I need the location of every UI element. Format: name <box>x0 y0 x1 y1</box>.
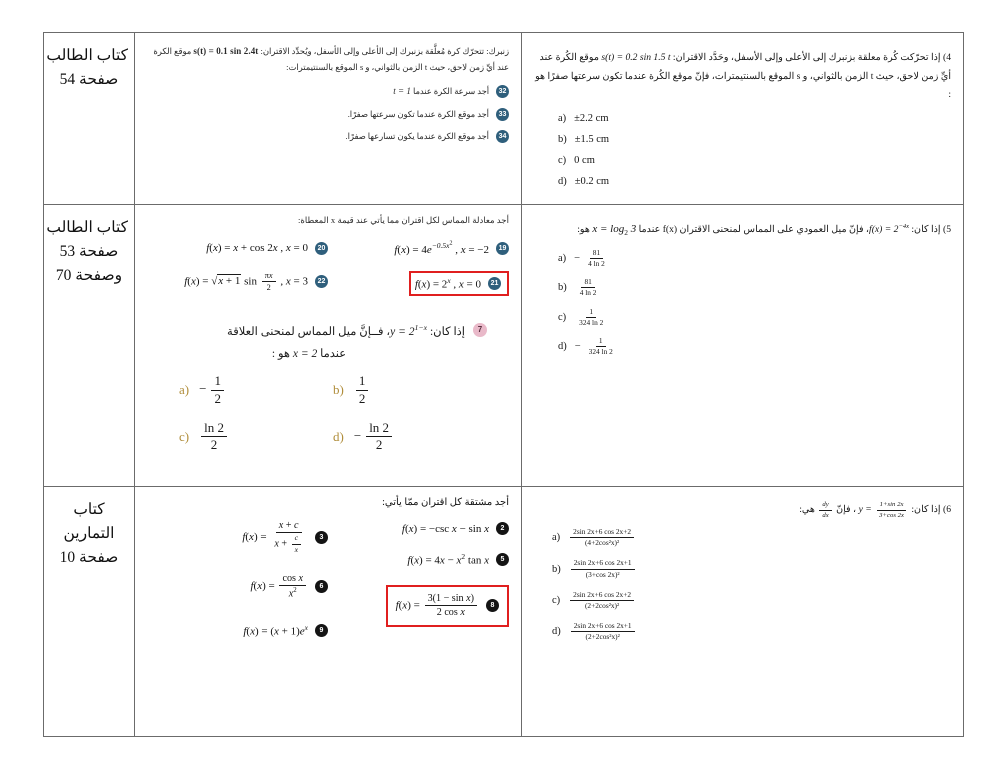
row1-label-line1: كتاب الطالب <box>46 47 128 64</box>
option-a[interactable] <box>534 249 951 268</box>
question-stem-pre: إذا تحرّكت كُرة معلقة بزنبرك إلى الأعلى وإلى الأسفل، وحَدَّد الاقتران: <box>672 52 941 63</box>
problem-7 <box>157 323 487 467</box>
row3-heading: أجد مشتقة كل اقتران ممّا يأتي: <box>382 497 509 508</box>
option-label: a) <box>179 382 190 398</box>
exercise-column-right <box>328 240 509 307</box>
exercise-item-9 <box>147 622 328 639</box>
problem-7-condition: x = 2 <box>292 348 318 361</box>
option-d[interactable] <box>534 337 951 356</box>
row2-question-cell <box>522 205 964 487</box>
option-label: b) <box>558 134 567 146</box>
exercise-math: t = 1 <box>393 86 411 97</box>
question-6-options <box>534 528 951 642</box>
option-label: b) <box>558 282 567 294</box>
exercise-formula: $f(x) = (x + 1)e^x$ <box>243 622 308 638</box>
exercise-column-right <box>328 520 509 653</box>
exercise-formula: f(x) = √x + 1 sin $\frac{\pi x}{2}$ , x = 3 <box>184 270 308 293</box>
option-label: d) <box>558 341 567 353</box>
option-value: − $\frac{1}{324 \ln 2}$ <box>574 336 613 357</box>
question-stem-post: موقع الكُرة عند أيِّ زمن لاحق، حيث t الزمن بالثواني، و s الموقع بالسنتيمترات، فإنّ موقع الكُرة عندما تكون سرعتها صفرًا هو : <box>535 52 951 101</box>
option-label: b) <box>552 563 561 575</box>
option-value: − $\frac{\ln 2}{2}$ <box>354 421 394 453</box>
option-label: d) <box>558 176 567 188</box>
option-value <box>569 622 637 641</box>
option-a[interactable] <box>534 113 951 124</box>
row1-intro-text: زنبرك: تتحرّك كرة مُعلَّقة بزنبرك إلى الأعلى وإلى الأسفل، ويُحدِّد الاقتران: s(t) = 0.1 sin 2.4t موقع الكرة عند أيِّ زمن لاحق، حيث t الزمن بالثواني، و s الموقع بالسنتيمترات: <box>147 43 509 75</box>
option-value: − $\frac{1}{2}$ <box>199 374 226 406</box>
question-formula-1: $f(x) = 2^{-4x}$ <box>869 222 909 235</box>
row3-source-label-cell <box>44 487 135 737</box>
row1-question-cell <box>522 33 964 205</box>
option-value: $\frac{81}{4 \ln 2}$ <box>579 277 597 298</box>
problem-7-option-d[interactable] <box>333 421 487 453</box>
exercise-formula: f(x) = x + cos 2x , x = 0 <box>206 242 308 255</box>
option-label: d) <box>333 428 344 444</box>
option-c[interactable] <box>534 308 951 327</box>
option-b[interactable] <box>534 134 951 145</box>
row1-exercise-list <box>147 84 509 143</box>
option-value <box>568 591 636 610</box>
option-label: a) <box>558 253 567 264</box>
option-numerator: 2sin 2x+6 cos 2x+1 <box>571 559 635 569</box>
option-label: c) <box>179 428 190 444</box>
problem-7-line2: عندما x = 2 هو : <box>271 348 347 361</box>
exercise-column-left <box>147 240 328 307</box>
option-label: a) <box>552 532 561 544</box>
exercise-formula: $f(x) = 4x - x^2$ tan x <box>407 552 489 567</box>
exercise-formula: f(x) = $\frac{\text{cos x}}{x^2}$ <box>250 573 308 600</box>
table-row <box>44 487 964 737</box>
option-b[interactable] <box>534 278 951 297</box>
row3-label-line2: التمارين <box>63 525 115 543</box>
exercise-badge: 21 <box>488 277 501 290</box>
problem-7-text: إذا كان: $y = 2^{1-x}،$ فــإنَّ ميل المماس لمنحنى العلاقة <box>227 322 465 338</box>
table-row <box>44 33 964 205</box>
question-stem-post: هي: <box>799 504 815 516</box>
option-value: $\frac{\ln 2}{2}$ <box>199 421 229 453</box>
row3-exercise-grid <box>147 520 509 653</box>
question-number: 4) <box>943 52 951 63</box>
option-c[interactable] <box>534 591 951 610</box>
question-4-options <box>534 113 951 187</box>
exercise-item-5 <box>328 551 509 568</box>
exercise-text: أجد سرعة الكرة عندما <box>412 87 489 97</box>
option-value: $\frac{1}{324 \ln 2}$ <box>579 306 604 327</box>
option-d[interactable] <box>534 622 951 641</box>
question-number: 6) <box>943 504 951 516</box>
exercise-formula: $f(x) = 4e^{-0.5x^2}$ , x = −2 <box>394 240 489 256</box>
row2-label-line3: وصفحة 70 <box>55 267 123 285</box>
exercise-item-33 <box>147 108 509 121</box>
question-stem-mid: ، فإنّ <box>836 504 857 516</box>
option-value: ±0.2 cm <box>574 176 610 188</box>
exercise-formula: f(x) = $\frac{\text{3(1 − sin x)}}{\text{2 cos x}}$ <box>396 593 479 619</box>
option-a[interactable] <box>534 528 951 547</box>
problem-7-badge: 7 <box>473 323 487 337</box>
option-d[interactable] <box>534 176 951 187</box>
row1-source-label-cell <box>44 33 135 205</box>
option-value: − $\frac{81}{4 \ln 2}$ <box>574 247 605 268</box>
row2-exercise-grid <box>147 240 509 307</box>
option-label: c) <box>552 595 561 607</box>
option-value <box>569 559 637 578</box>
question-stem-mid: ، فإنّ ميل العمودي على المماس لمنحنى الاقتران f(x) عندما <box>638 224 870 235</box>
exercise-item-8-highlighted <box>386 585 509 627</box>
option-label: a) <box>558 113 567 125</box>
option-numerator: 2sin 2x+6 cos 2x+1 <box>571 622 635 632</box>
option-b[interactable] <box>534 559 951 578</box>
row3-question-cell <box>522 487 964 737</box>
option-denominator: (3+cos 2x)² <box>585 569 620 579</box>
option-denominator: (2+2cos²x)² <box>584 601 620 611</box>
exercise-item-32 <box>147 84 509 98</box>
exercise-badge: 6 <box>315 580 328 593</box>
exercise-column-left <box>147 520 328 653</box>
option-label: d) <box>552 626 561 638</box>
row2-source-label-cell <box>44 205 135 487</box>
question-stem-pre: إذا كان: <box>911 504 941 516</box>
row2-label-line1: كتاب الطالب <box>46 219 128 236</box>
exercise-item-34 <box>147 130 509 143</box>
row1-label-line2: صفحة 54 <box>59 71 119 89</box>
option-label: c) <box>558 311 567 323</box>
option-value: ±2.2 cm <box>574 113 609 125</box>
exercise-item-6 <box>147 573 328 600</box>
problem-7-formula: $y = 2^{1-x}$ <box>390 322 428 338</box>
exercise-badge: 32 <box>496 85 509 98</box>
question-number: 5) <box>943 224 951 235</box>
worksheet-table <box>43 32 964 737</box>
row3-textbook-cell <box>135 487 522 737</box>
option-numerator: 2sin 2x+6 cos 2x+2 <box>570 528 634 538</box>
exercise-text: أجد موقع الكرة عندما يكون تسارعها صفرًا. <box>345 131 489 141</box>
exercise-item-2 <box>328 520 509 537</box>
derivative-notation: $\frac{dy}{dx}$ <box>817 501 833 520</box>
option-denominator: (4+2cos²x)² <box>584 538 620 548</box>
problem-7-option-b[interactable] <box>333 374 487 406</box>
option-value <box>568 528 636 547</box>
exercise-badge: 3 <box>315 531 328 544</box>
table-row <box>44 205 964 487</box>
question-5-options <box>534 249 951 357</box>
question-formula: s(t) = 0.2 sin 1.5 t <box>601 52 671 63</box>
question-formula: y = $\frac{1+\sin 2x}{3+\cos 2x}$ <box>859 501 909 520</box>
problem-7-option-c[interactable] <box>179 421 333 453</box>
exercise-badge: 5 <box>496 553 509 566</box>
exercise-item-3 <box>147 520 328 555</box>
exercise-badge: 34 <box>496 130 509 143</box>
option-value: $\frac{1}{2}$ <box>354 374 371 406</box>
exercise-badge: 9 <box>315 624 328 637</box>
row1-intro-formula: s(t) = 0.1 sin 2.4t <box>193 46 259 56</box>
question-5-stem <box>534 219 951 241</box>
row2-textbook-cell <box>135 205 522 487</box>
exercise-badge: 22 <box>315 275 328 288</box>
option-label: c) <box>558 155 567 167</box>
row3-label-line3: صفحة 10 <box>59 549 119 567</box>
exercise-item-19 <box>328 240 509 257</box>
question-stem-pre: إذا كان: <box>911 224 941 235</box>
exercise-text: أجد موقع الكرة عندما تكون سرعتها صفرًا. <box>347 109 489 119</box>
option-label: b) <box>333 382 344 398</box>
problem-7-option-a[interactable] <box>179 374 333 406</box>
option-numerator: 2sin 2x+6 cos 2x+2 <box>570 591 634 601</box>
question-4-stem <box>534 49 951 105</box>
question-6-stem <box>534 501 951 520</box>
row2-heading: أجد معادلة المماس لكل اقتران مما يأتي عند قيمة x المعطاة: <box>297 215 509 225</box>
row1-textbook-cell <box>135 33 522 205</box>
option-value: ±1.5 cm <box>574 134 610 146</box>
exercise-item-20 <box>147 240 328 257</box>
exercise-badge: 20 <box>315 242 328 255</box>
question-formula-2: $x = \log_2 3$ <box>592 223 637 238</box>
row3-label-line1: كتاب <box>73 501 105 518</box>
exercise-item-21-highlighted <box>409 271 509 296</box>
problem-7-options <box>157 374 487 466</box>
exercise-item-22 <box>147 271 328 293</box>
option-value: 0 cm <box>574 155 595 167</box>
exercise-formula: f(x) = −csc x − sin x <box>401 522 489 535</box>
exercise-badge: 19 <box>496 242 509 255</box>
option-c[interactable] <box>534 155 951 166</box>
exercise-badge: 8 <box>486 599 499 612</box>
exercise-formula: $f(x) = 2^x$ , x = 0 <box>414 275 481 291</box>
problem-7-line1 <box>157 323 487 338</box>
row2-label-line2: صفحة 53 <box>59 243 119 261</box>
exercise-badge: 33 <box>496 108 509 121</box>
exercise-badge: 2 <box>496 522 509 535</box>
exercise-formula: f(x) = x + c x + $\frac{c}{x}$ <box>242 520 308 555</box>
question-stem-post: هو: <box>577 224 590 235</box>
option-denominator: (2+2cos²x)² <box>585 632 620 642</box>
